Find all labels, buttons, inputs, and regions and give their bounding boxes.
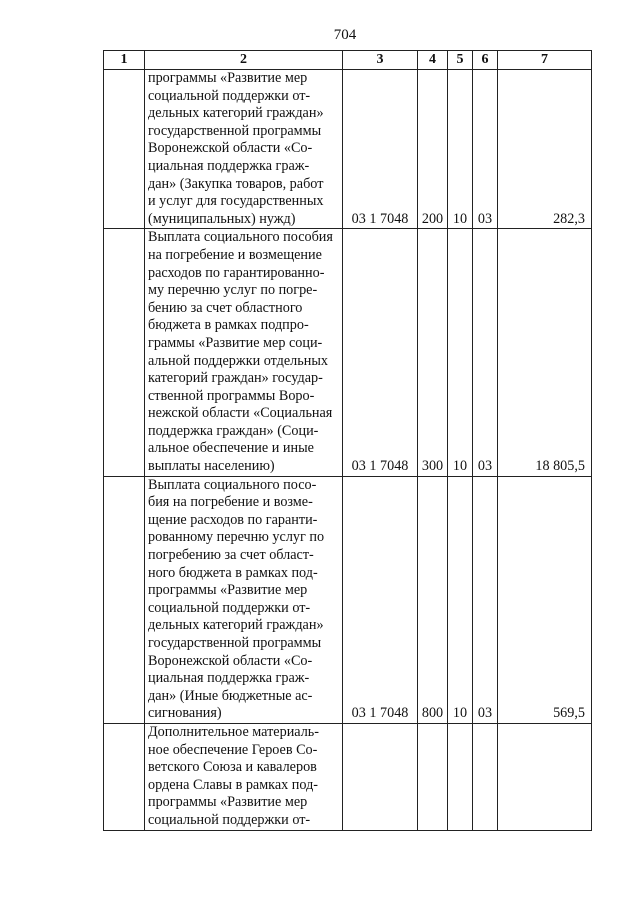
description-line: расходов по гарантированно- — [148, 264, 325, 281]
description-line: погребению за счет област- — [148, 547, 314, 564]
description-line: дельных категорий граждан» — [148, 105, 324, 122]
subsection-cell: 03 — [473, 229, 498, 476]
description-line: Выплата социального пособия — [148, 229, 333, 246]
section-cell: 10 — [448, 476, 473, 723]
description-line: программы «Развитие мер — [148, 582, 308, 599]
row-number-cell — [104, 229, 145, 476]
row-number-cell — [104, 476, 145, 723]
description-line: сигнования) — [148, 705, 222, 722]
description-line: нежской области «Социальная — [148, 405, 333, 422]
expense-type-cell — [418, 723, 448, 830]
description-line: Воронежской области «Со- — [148, 652, 313, 669]
description-cell — [145, 229, 343, 476]
description-line: (муниципальных) нужд) — [148, 210, 296, 227]
amount-cell — [498, 723, 592, 830]
description-line: ного бюджета в рамках под- — [148, 564, 318, 581]
description-line: программы «Развитие мер — [148, 70, 308, 86]
description-line: поддержка граждан» (Соци- — [148, 422, 319, 439]
description-cell — [145, 70, 343, 229]
header-col-2: 2 — [145, 51, 343, 70]
subsection-cell — [473, 723, 498, 830]
section-cell: 10 — [448, 229, 473, 476]
budget-table — [103, 50, 592, 831]
description-cell — [145, 476, 343, 723]
description-line: дан» (Закупка товаров, работ — [148, 175, 324, 192]
description-line: щение расходов по гаранти- — [148, 511, 318, 528]
target-article-cell: 03 1 7048 — [343, 229, 418, 476]
header-col-5: 5 — [448, 51, 473, 70]
description-line: государственной программы — [148, 635, 322, 651]
description-line: выплаты населению) — [148, 458, 275, 475]
section-cell: 10 — [448, 70, 473, 229]
description-line: социальной поддержки от- — [148, 599, 311, 616]
description-line: ветского Союза и кавалеров — [148, 759, 317, 776]
description-line: граммы «Развитие мер соци- — [148, 334, 323, 351]
row-number-cell — [104, 70, 145, 229]
subsection-cell: 03 — [473, 476, 498, 723]
description-line: государственной программы — [148, 122, 322, 139]
description-line: Дополнительное материаль- — [148, 723, 319, 740]
target-article-cell: 03 1 7048 — [343, 476, 418, 723]
table-row — [104, 70, 592, 229]
description-line: рованному перечню услуг по — [148, 529, 325, 546]
description-line: Воронежской области «Со- — [148, 140, 313, 157]
header-col-3: 3 — [343, 51, 418, 70]
expense-type-cell: 200 — [418, 70, 448, 229]
description-line: альной поддержки отдельных — [148, 352, 328, 369]
table-row — [104, 476, 592, 723]
table-row — [104, 723, 592, 830]
expense-type-cell: 300 — [418, 229, 448, 476]
description-cell — [145, 723, 343, 830]
description-line: Выплата социального посо- — [148, 476, 317, 493]
description-line: циальная поддержка граж- — [148, 670, 310, 687]
amount-cell: 282,3 — [498, 70, 592, 229]
description-line: ственной программы Воро- — [148, 387, 315, 404]
description-line: дан» (Иные бюджетные ас- — [148, 687, 313, 704]
description-line: циальная поддержка граж- — [148, 157, 310, 174]
header-col-7: 7 — [498, 51, 592, 70]
header-col-4: 4 — [418, 51, 448, 70]
header-col-1: 1 — [104, 51, 145, 70]
page-number: 704 — [333, 27, 357, 43]
row-number-cell — [104, 723, 145, 830]
amount-cell: 569,5 — [498, 476, 592, 723]
description-line: социальной поддержки от- — [148, 811, 311, 828]
description-line: и услуг для государственных — [148, 193, 324, 210]
description-line: му перечню услуг по погре- — [148, 282, 318, 299]
amount-cell: 18 805,5 — [498, 229, 592, 476]
description-line: бению за счет областного — [148, 299, 303, 316]
subsection-cell: 03 — [473, 70, 498, 229]
description-line: программы «Развитие мер — [148, 794, 308, 811]
description-line: альное обеспечение и иные — [148, 440, 314, 457]
description-line: на погребение и возмещение — [148, 246, 322, 263]
header-col-6: 6 — [473, 51, 498, 70]
table-row — [104, 229, 592, 476]
description-line: бюджета в рамках подпро- — [148, 317, 309, 334]
target-article-cell — [343, 723, 418, 830]
description-line: категорий граждан» государ- — [148, 370, 323, 387]
description-line: ное обеспечение Героев Со- — [148, 741, 318, 758]
description-line: бия на погребение и возме- — [148, 494, 313, 511]
header-row — [104, 51, 592, 70]
description-line: социальной поддержки от- — [148, 87, 311, 104]
expense-type-cell: 800 — [418, 476, 448, 723]
description-line: ордена Славы в рамках под- — [148, 776, 319, 793]
target-article-cell: 03 1 7048 — [343, 70, 418, 229]
section-cell — [448, 723, 473, 830]
description-line: дельных категорий граждан» — [148, 617, 324, 634]
